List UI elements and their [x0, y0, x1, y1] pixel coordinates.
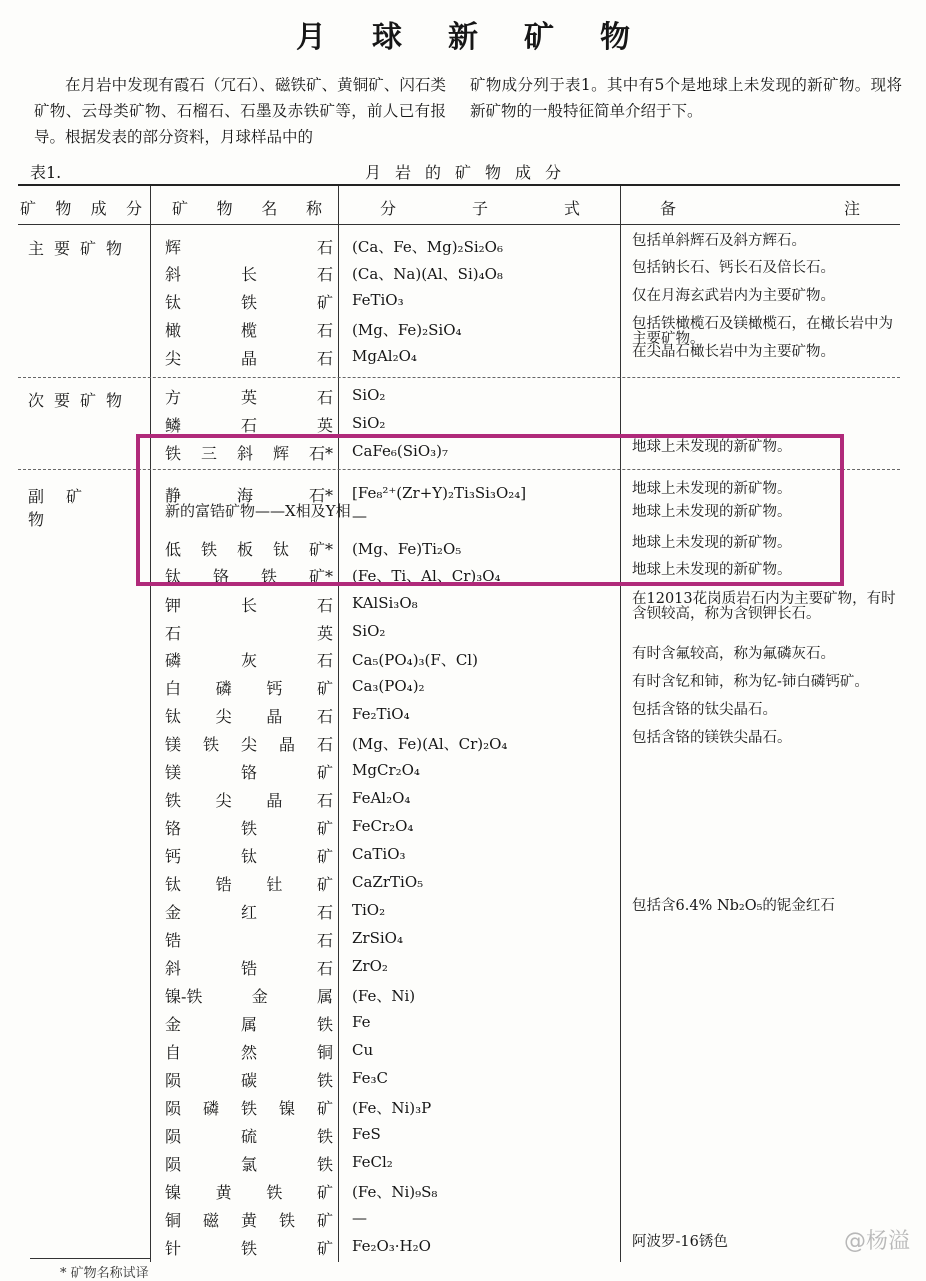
- remark: 包括单斜辉石及斜方辉石。: [632, 233, 806, 249]
- header-rule: [18, 224, 900, 225]
- chemical-formula: [Fe₈²⁺(Zr+Y)₂Ti₃Si₃O₂₄]: [352, 484, 527, 502]
- table-row: [0, 925, 926, 953]
- chemical-formula: —: [352, 507, 367, 525]
- mineral-name: 橄 榄 石: [165, 321, 333, 340]
- table-row: [0, 645, 926, 673]
- table-row: [0, 1149, 926, 1177]
- mineral-name: 针 铁 矿: [165, 1239, 333, 1258]
- remark: 在尖晶石橄长岩中为主要矿物。: [632, 344, 835, 360]
- table-row: [0, 1009, 926, 1037]
- chemical-formula: CaTiO₃: [352, 845, 406, 863]
- mineral-name: 石 英: [165, 624, 333, 643]
- remark: 有时含氟较高，称为氟磷灰石。: [632, 646, 835, 662]
- footnote-rule: [30, 1258, 150, 1259]
- table-row: [0, 259, 926, 287]
- remark: 阿波罗-16锈色: [632, 1234, 728, 1250]
- table-row: [0, 287, 926, 315]
- mineral-name: 磷 灰 石: [165, 651, 333, 670]
- chemical-formula: CaFe₆(SiO₃)₇: [352, 442, 448, 460]
- chemical-formula: (Fe、Ni): [352, 987, 416, 1005]
- header-mineral-name: 矿 物 名 称: [172, 199, 322, 218]
- mineral-name: 镁 铬 矿: [165, 763, 333, 782]
- table-row: [0, 1037, 926, 1065]
- chemical-formula: FeTiO₃: [352, 291, 404, 309]
- mineral-name: 铜 磁 黄 铁 矿: [165, 1211, 333, 1230]
- header-formula: 分 子 式: [380, 199, 580, 218]
- chemical-formula: (Mg、Fe)(Al、Cr)₂O₄: [352, 735, 508, 753]
- chemical-formula: Fe₂O₃·H₂O: [352, 1237, 431, 1255]
- mineral-name: 铁 三 斜 辉 石*: [165, 444, 333, 463]
- chemical-formula: FeAl₂O₄: [352, 789, 411, 807]
- chemical-formula: MgCr₂O₄: [352, 761, 420, 779]
- mineral-name: 镍-铁 金 属: [165, 987, 333, 1006]
- chemical-formula: —: [352, 1209, 367, 1227]
- chemical-formula: SiO₂: [352, 386, 386, 404]
- chemical-formula: SiO₂: [352, 414, 386, 432]
- mineral-name: 白 磷 钙 矿: [165, 679, 333, 698]
- table-row: [0, 953, 926, 981]
- chemical-formula: (Fe、Ni)₃P: [352, 1099, 432, 1117]
- table-row: [0, 869, 926, 897]
- chemical-formula: ZrO₂: [352, 957, 388, 975]
- mineral-name: 陨 氯 铁: [165, 1155, 333, 1174]
- table-row: [0, 1233, 926, 1261]
- mineral-name: 鳞 石 英: [165, 416, 333, 435]
- table-row: [0, 841, 926, 869]
- chemical-formula: FeCl₂: [352, 1153, 393, 1171]
- remark: 在12013花岗质岩石内为主要矿物，有时含钡较高，称为含钡钾长石。: [632, 591, 896, 622]
- new-minerals-highlight-box: [136, 434, 844, 586]
- watermark: @杨溢: [843, 1229, 910, 1254]
- remark: 仅在月海玄武岩内为主要矿物。: [632, 288, 835, 304]
- table-row: [0, 1177, 926, 1205]
- intro-paragraph-left: 在月岩中发现有霞石（冗石）、磁铁矿、黄铜矿、闪石类矿物、云母类矿物、石榴石、石墨及赤铁矿等，前人已有报导。根据发表的部分资料，月球样品中的: [34, 76, 446, 146]
- table-row: [0, 813, 926, 841]
- category-minor: 次要矿物: [28, 391, 133, 410]
- chemical-formula: CaZrTiO₅: [352, 873, 424, 891]
- mineral-name: 陨 磷 铁 镍 矿: [165, 1099, 333, 1118]
- table-row: [0, 981, 926, 1009]
- remark: 包括含铬的镁铁尖晶石。: [632, 730, 792, 746]
- chemical-formula: Ca₅(PO₄)₃(F、Cl): [352, 651, 478, 669]
- mineral-name: 锆 石: [165, 931, 333, 950]
- chemical-formula: (Ca、Fe、Mg)₂Si₂O₆: [352, 238, 503, 256]
- remark: 包括钠长石、钙长石及倍长石。: [632, 260, 835, 276]
- chemical-formula: (Ca、Na)(Al、Si)₄O₈: [352, 265, 503, 283]
- table-row: [0, 1093, 926, 1121]
- chemical-formula: (Fe、Ti、Al、Cr)₃O₄: [352, 567, 501, 585]
- chemical-formula: Fe₃C: [352, 1069, 388, 1087]
- remark: 地球上未发现的新矿物。: [632, 535, 792, 551]
- chemical-formula: TiO₂: [352, 901, 386, 919]
- table-row: [0, 729, 926, 757]
- mineral-name: 斜 长 石: [165, 265, 333, 284]
- table-row: [0, 785, 926, 813]
- page-title: 月球新矿物: [296, 20, 676, 55]
- mineral-name: 钛 锆 钍 矿: [165, 875, 333, 894]
- remark: 地球上未发现的新矿物。: [632, 562, 792, 578]
- mineral-name: 钙 钛 矿: [165, 847, 333, 866]
- remark: 包括含铬的钛尖晶石。: [632, 702, 777, 718]
- chemical-formula: Ca₃(PO₄)₂: [352, 677, 425, 695]
- chemical-formula: SiO₂: [352, 622, 386, 640]
- chemical-formula: Fe₂TiO₄: [352, 705, 410, 723]
- remark: 地球上未发现的新矿物。: [632, 504, 792, 520]
- table-row: [0, 232, 926, 260]
- chemical-formula: (Mg、Fe)₂SiO₄: [352, 321, 462, 339]
- table-number: 表1.: [30, 163, 62, 182]
- remark: 地球上未发现的新矿物。: [632, 481, 792, 497]
- table-row: [0, 701, 926, 729]
- category-major: 主要矿物: [28, 239, 133, 258]
- chemical-formula: FeS: [352, 1125, 381, 1143]
- table-row: [0, 1205, 926, 1233]
- chemical-formula: Fe: [352, 1013, 371, 1031]
- table-row: [0, 673, 926, 701]
- mineral-name: 金 属 铁: [165, 1015, 333, 1034]
- mineral-name: 钛 尖 晶 石: [165, 707, 333, 726]
- chemical-formula: (Fe、Ni)₉S₈: [352, 1183, 438, 1201]
- mineral-name: 辉 石: [165, 238, 333, 257]
- header-category: 矿 物 成 分: [20, 199, 142, 218]
- mineral-name: 自 然 铜: [165, 1043, 333, 1062]
- remark: 包括铁橄榄石及镁橄榄石，在橄长岩中为主要矿物。: [632, 316, 893, 347]
- header-remark: 备 注: [660, 199, 860, 218]
- mineral-name: 尖 晶 石: [165, 349, 333, 368]
- group-separator: [18, 377, 900, 378]
- mineral-name: 新的富锆矿物——X相及Y相: [165, 502, 351, 520]
- mineral-name: 镍 黄 铁 矿: [165, 1183, 333, 1202]
- footnote: * 矿物名称试译: [60, 1266, 149, 1281]
- mineral-name: 钛 铁 矿: [165, 293, 333, 312]
- table-row: [0, 590, 926, 622]
- mineral-name: 钛 铬 铁 矿*: [165, 567, 333, 586]
- chemical-formula: (Mg、Fe)Ti₂O₅: [352, 540, 462, 558]
- table-row: [0, 382, 926, 410]
- mineral-name: 金 红 石: [165, 903, 333, 922]
- remark: 地球上未发现的新矿物。: [632, 439, 792, 455]
- mineral-name: 铬 铁 矿: [165, 819, 333, 838]
- category-accessory: 副矿物: [28, 487, 105, 529]
- table-caption: [0, 156, 926, 184]
- mineral-name: 静 海 石*: [165, 486, 333, 505]
- mineral-name: 陨 硫 铁: [165, 1127, 333, 1146]
- chemical-formula: MgAl₂O₄: [352, 347, 417, 365]
- table-row: [0, 343, 926, 371]
- table-row: [0, 757, 926, 785]
- table-row: [0, 1121, 926, 1149]
- mineral-name: 镁 铁 尖 晶 石: [165, 735, 333, 754]
- table-row: [0, 618, 926, 646]
- table-row: [0, 315, 926, 347]
- intro-paragraph-right: 矿物成分列于表1。其中有5个是地球上未发现的新矿物。现将新矿物的一般特征简单介绍于下。: [470, 76, 902, 120]
- mineral-name: 低 铁 板 钛 矿*: [165, 540, 333, 559]
- mineral-name: 陨 碳 铁: [165, 1071, 333, 1090]
- table-row: [0, 897, 926, 925]
- remark: 有时含钇和铈，称为钇-铈白磷钙矿。: [632, 674, 869, 690]
- mineral-name: 钾 长 石: [165, 596, 333, 615]
- mineral-name: 方 英 石: [165, 388, 333, 407]
- table-title: 月岩的矿物成分: [364, 163, 575, 182]
- mineral-name: 斜 锆 石: [165, 959, 333, 978]
- chemical-formula: ZrSiO₄: [352, 929, 403, 947]
- remark: 包括含6.4% Nb₂O₅的铌金红石: [632, 898, 835, 914]
- chemical-formula: Cu: [352, 1041, 374, 1059]
- mineral-name: 铁 尖 晶 石: [165, 791, 333, 810]
- chemical-formula: KAlSi₃O₈: [352, 594, 418, 612]
- table-row: [0, 1065, 926, 1093]
- chemical-formula: FeCr₂O₄: [352, 817, 414, 835]
